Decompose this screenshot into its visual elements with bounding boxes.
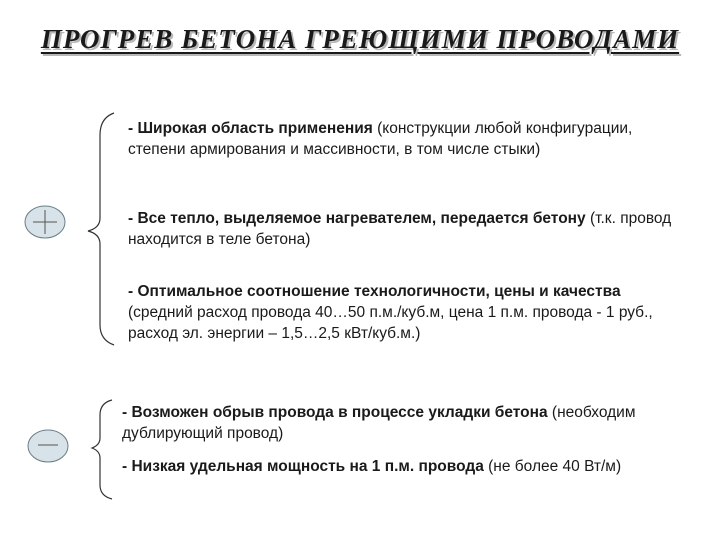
page-title: ПРОГРЕВ БЕТОНА ГРЕЮЩИМИ ПРОВОДАМИ <box>40 24 680 54</box>
advantage-item-bold: - Широкая область применения <box>128 120 373 137</box>
disadvantage-item-text: (необходим дублирующий провод) <box>122 404 636 442</box>
disadvantage-item-bold: - Низкая удельная мощность на 1 п.м. провода <box>122 458 484 475</box>
advantage-item <box>128 118 688 160</box>
advantages-brace <box>88 113 114 345</box>
disadvantage-item <box>122 456 682 477</box>
minus-icon <box>28 430 68 462</box>
disadvantage-item-bold: - Возможен обрыв провода в процессе укладки бетона <box>122 404 548 421</box>
advantage-item-text: (конструкции любой конфигурации, степени армирования и массивности, в том числе стыки) <box>128 120 633 158</box>
advantage-item <box>128 208 688 250</box>
advantage-item-bold: - Все тепло, выделяемое нагревателем, передается бетону <box>128 210 586 227</box>
disadvantage-item-text: (не более 40 Вт/м) <box>483 458 622 475</box>
advantage-item-text: (средний расход провода 40…50 п.м./куб.м, цена 1 п.м. провода - 1 руб., расход эл. энергии – 1,5…2,5 кВт/куб.м.) <box>128 304 653 342</box>
plus-icon <box>25 206 65 238</box>
advantage-item-text: (т.к. провод находится в теле бетона) <box>128 210 672 248</box>
disadvantage-item <box>122 402 682 444</box>
advantage-item-bold: - Оптимальное соотношение технологичности, цены и качества <box>128 283 621 300</box>
disadvantages-brace <box>92 400 112 499</box>
advantage-item <box>128 281 688 344</box>
